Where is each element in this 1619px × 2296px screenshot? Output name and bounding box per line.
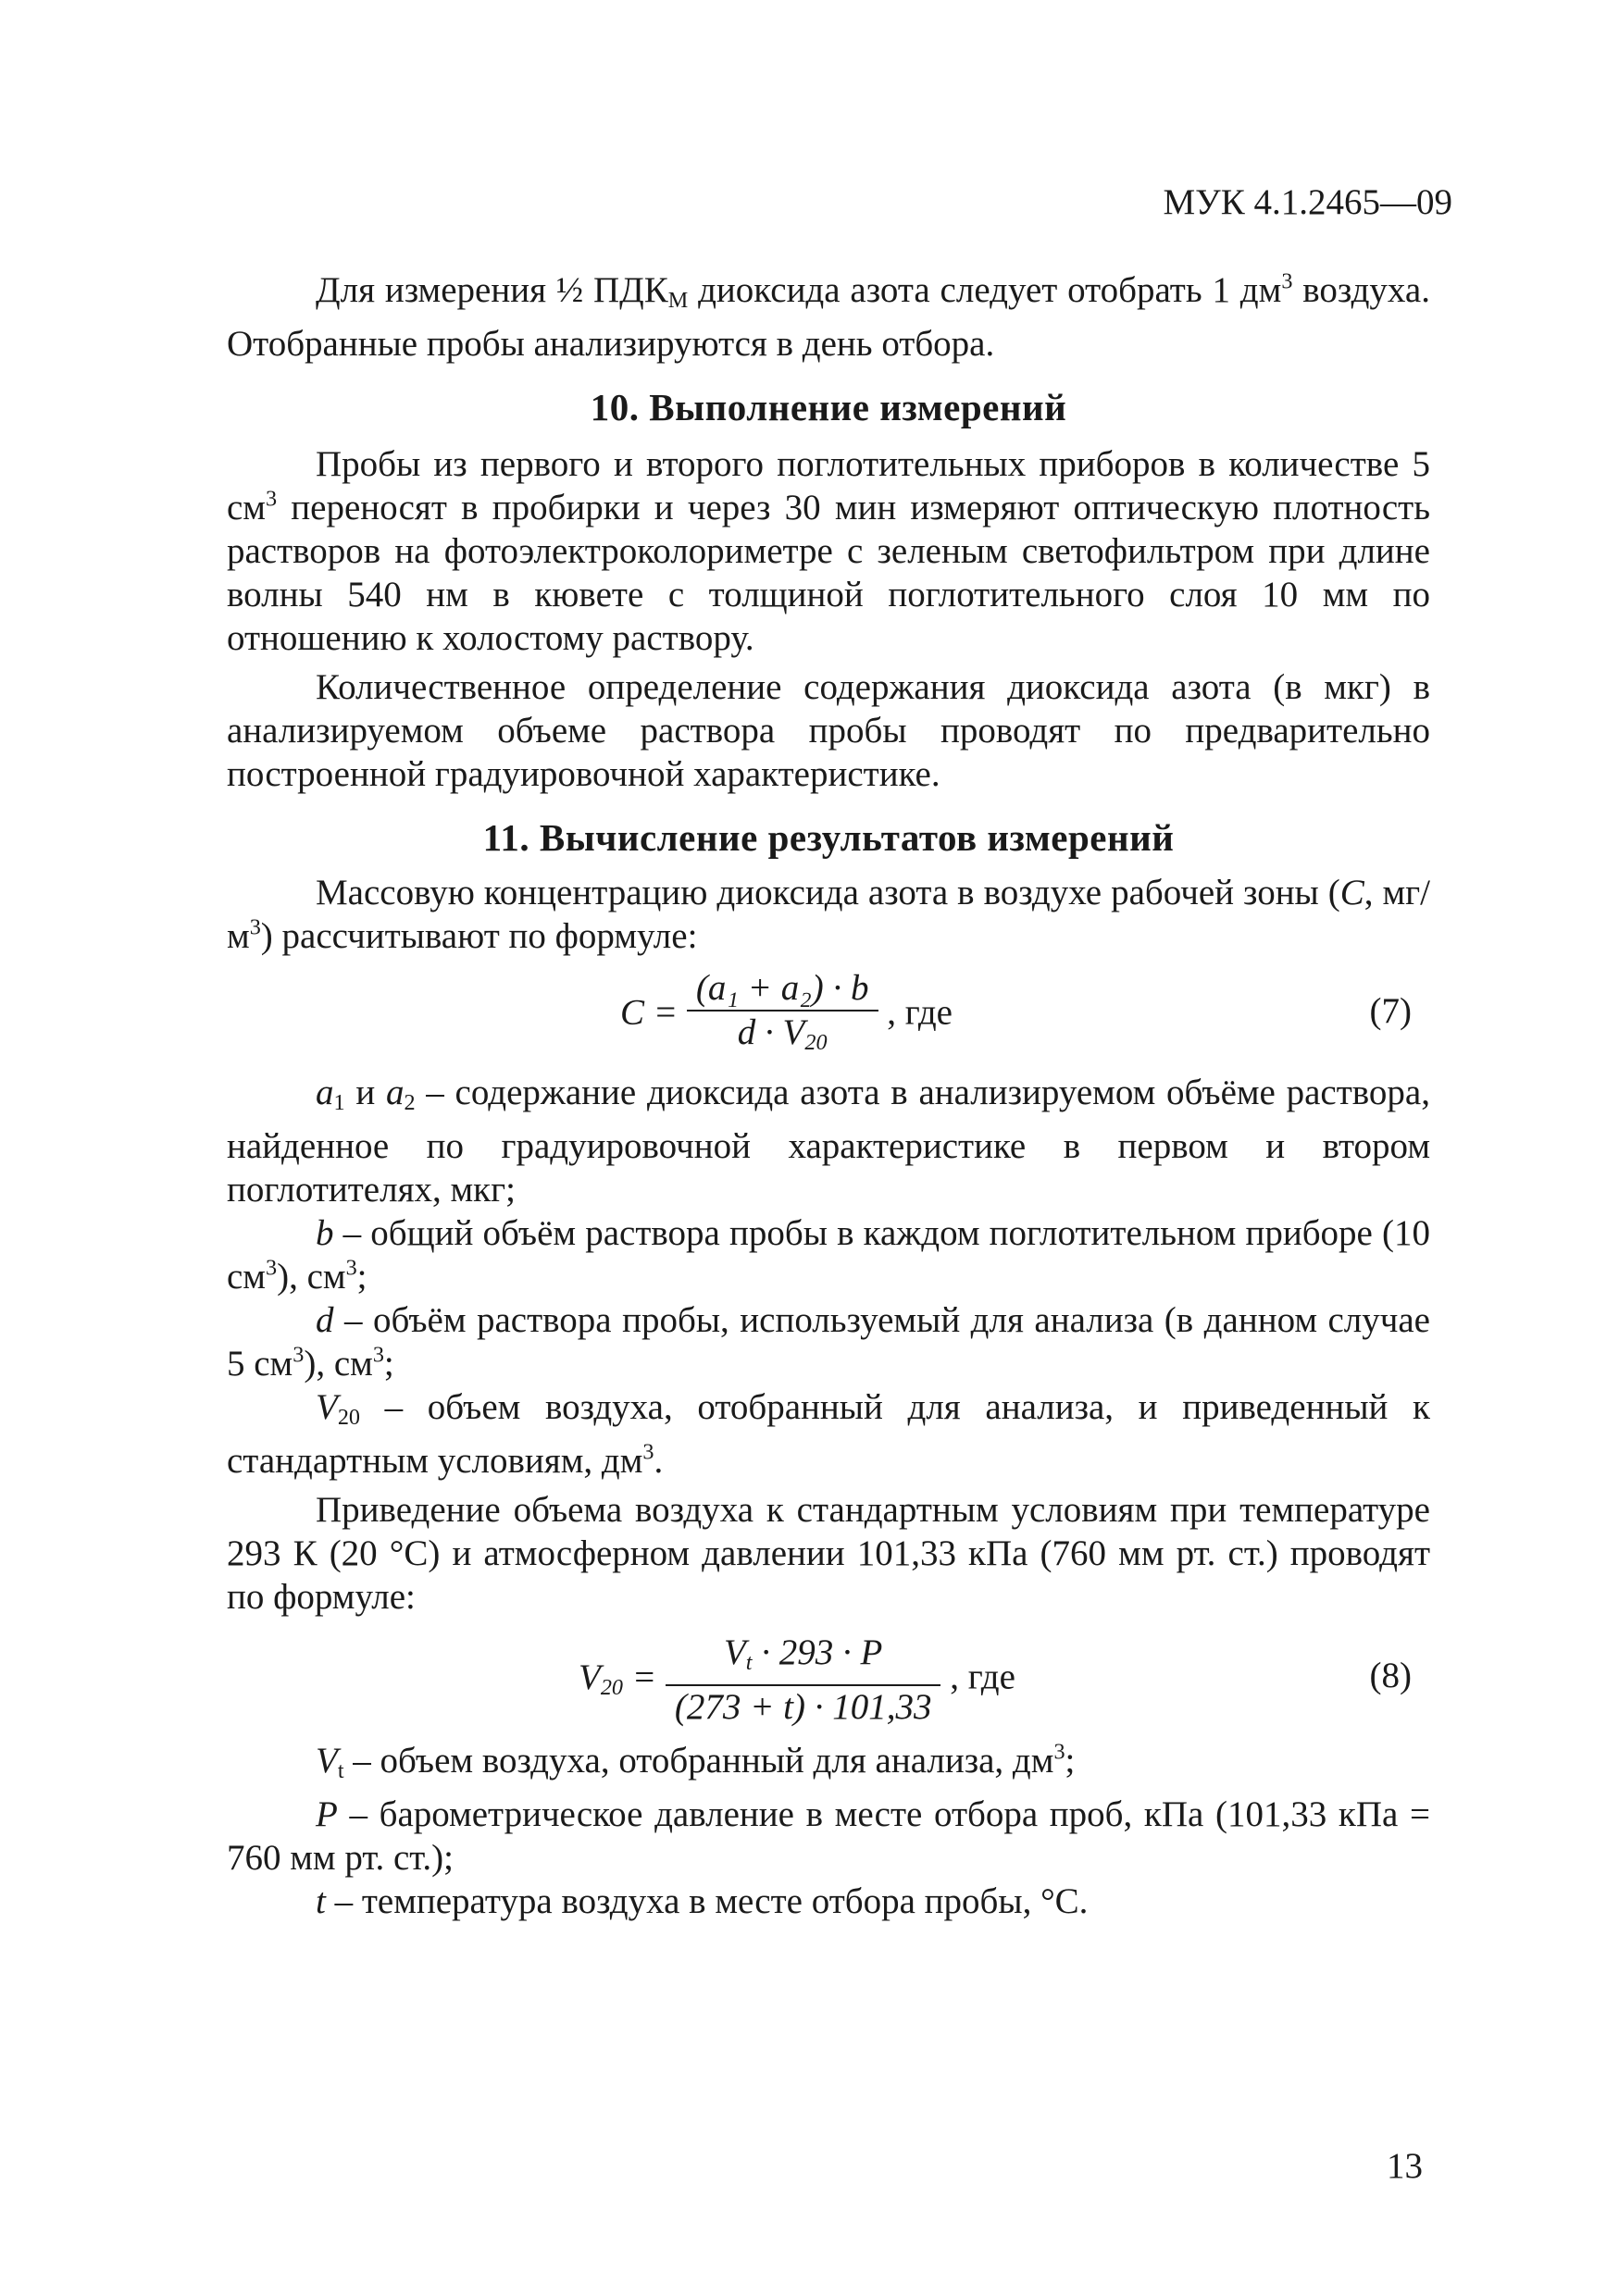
definition-a: $a_1$ и $a_2$ – содержание диоксида азота в анализируемом объёме раствора, найденное по градуировочной характеристике в первом и втором поглотителях, мкг; xyxy=(227,1073,1430,1210)
formula-7-numerator: (a₁ + a₂) · b xyxy=(687,967,878,1011)
formula-8-denominator: (273 + t) · 101,33 xyxy=(674,1687,932,1728)
formula-7-denominator: $d \cdot V_{20}$ xyxy=(737,1012,828,1056)
formula-8-number: (8) xyxy=(1369,1656,1412,1696)
section-11-paragraph-1: Массовую концентрацию диоксида азота в воздухе рабочей зоны (C, $мг/м^3$) рассчитывают по формуле: xyxy=(227,873,1430,957)
definition-vt: $V_t$ – объем воздуха, отобранный для анализа, $дм^3$; xyxy=(316,1739,1076,1784)
section-10-paragraph-1: Пробы из первого и второго поглотительных приборов в количестве 5 $см^3$ переносят в пробирки и через 30 мин измеряют оптическую плотность растворов на фотоэлектроколориметре с зеленым светофильтром при длине волны 540 нм в кювете с толщиной поглотительного слоя 10 мм по отношению к холостому раствору. xyxy=(227,444,1430,659)
formula-7-number: (7) xyxy=(1369,991,1412,1032)
formula-8 xyxy=(227,1624,1430,1739)
section-10-paragraph-2: Количественное определение содержания диоксида азота (в мкг) в анализируемом объеме раствора пробы проводят по предварительно построенной градуировочной характеристике. xyxy=(227,667,1430,795)
section-10-heading: 10. Выполнение измерений xyxy=(590,386,1067,429)
definition-p: P – барометрическое давление в месте отбора проб, кПа (101,33 кПа = 760 мм рт. ст.); xyxy=(227,1794,1430,1879)
formula-8-tail: , где xyxy=(950,1657,1015,1697)
page-number: 13 xyxy=(1387,2146,1423,2186)
definition-d: d – объём раствора пробы, используемый для анализа (в данном случае 5 $см^3$), $см^3$; xyxy=(227,1300,1430,1384)
formula-8-fraction xyxy=(666,1632,941,1729)
formula-8-lhs: $V_{20}$ = xyxy=(579,1657,657,1700)
section-11-paragraph-2: Приведение объема воздуха к стандартным условиям при температуре 293 К (20 °С) и атмосферном давлении 101,33 кПа (760 мм рт. ст.) проводят по формуле: xyxy=(227,1490,1430,1618)
intro-paragraph: Для измерения ½ $ПДК_М$ диоксида азота следует отобрать 1 $дм^3$ воздуха. Отобранные пробы анализируются в день отбора. xyxy=(227,268,1430,365)
body-column xyxy=(227,268,1430,1923)
formula-7-fraction xyxy=(687,967,878,1064)
definition-b: b – общий объём раствора пробы в каждом поглотительном приборе (10 $см^3$), $см^3$; xyxy=(227,1213,1430,1297)
section-11-heading: 11. Вычисление результатов измерений xyxy=(482,816,1175,860)
formula-8-numerator: $V_t \cdot 293 \cdot P$ xyxy=(666,1632,941,1686)
document-code: МУК 4.1.2465—09 xyxy=(1163,182,1452,222)
definition-t: t – температура воздуха в месте отбора пробы, °С. xyxy=(316,1881,1089,1922)
formula-7-lhs: C = xyxy=(620,992,679,1033)
formula-7 xyxy=(227,962,1430,1071)
formula-7-tail: , где xyxy=(887,992,953,1033)
definition-v20: $V_{20}$ – объем воздуха, отобранный для анализа, и приведенный к стандартным условиям, $дм^3$. xyxy=(227,1387,1430,1482)
